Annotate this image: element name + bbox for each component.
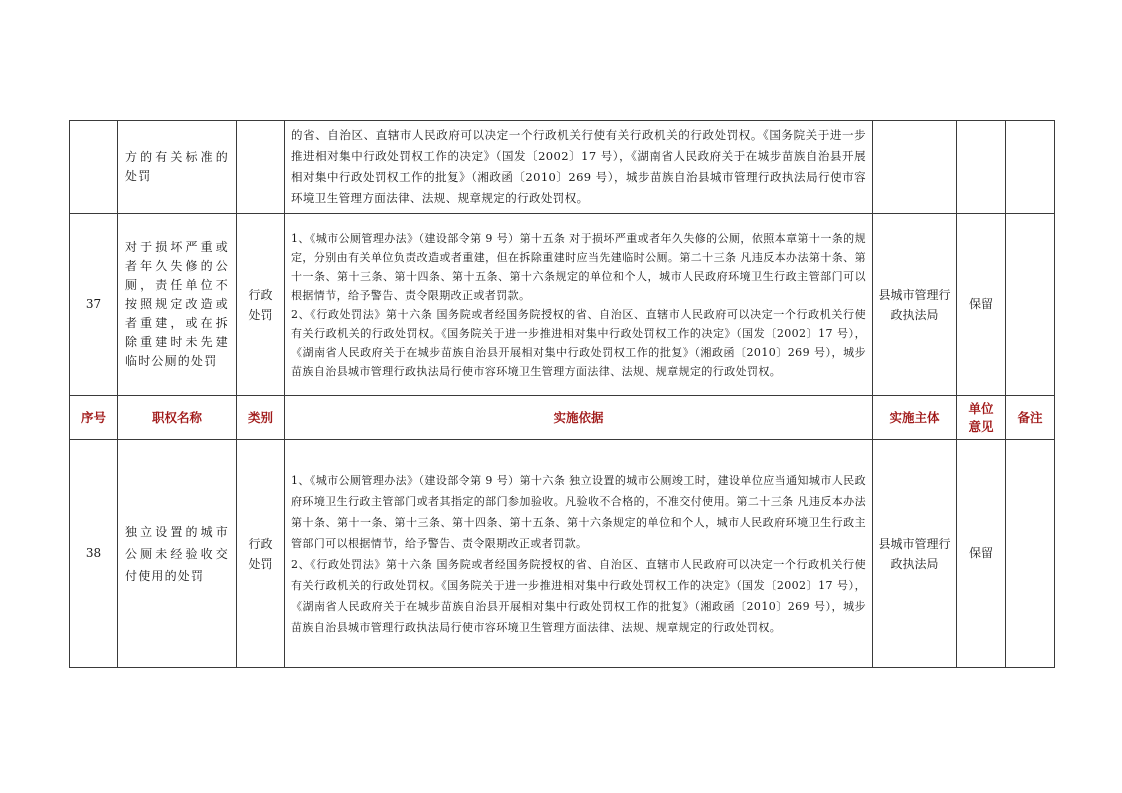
row-seq: 38 bbox=[70, 440, 118, 668]
row-note bbox=[1006, 440, 1055, 668]
row-category bbox=[237, 121, 285, 214]
row-basis: 的省、自治区、直辖市人民政府可以决定一个行政机关行使有关行政机关的行政处罚权。《国务院关于进一步推进相对集中行政处罚权工作的决定》（国发〔2002〕17 号），《湖南省人民政府关于在城步苗族自治县开展相对集中行政处罚权工作的批复》（湘政函〔2010〕269 号），城步苗族自治县城市管理行政执法局行使市容环境卫生管理方面法律、法规、规章规定的行政处罚权。 bbox=[285, 121, 873, 214]
row-opinion: 保留 bbox=[957, 440, 1006, 668]
row-body bbox=[873, 440, 957, 668]
header-category: 类别 bbox=[237, 396, 285, 440]
row-authority-name: 方的有关标准的处罚 bbox=[118, 121, 237, 214]
row-basis bbox=[285, 440, 873, 668]
header-body: 实施主体 bbox=[873, 396, 957, 440]
row-basis-item-1: 1、《城市公厕管理办法》（建设部令第 9 号）第十六条 独立设置的城市公厕竣工时，建设单位应当通知城市人民政府环境卫生行政主管部门或者其指定的部门参加验收。凡验收不合格的，不准交付使用。第二十三条 凡违反本办法第十条、第十一条、第十三条、第十四条、第十五条、第十六条规定的单位和个人，城市人民政府环境卫生行政主管部门可以根据情节，给予警告、责令限期改正或者罚款。 bbox=[291, 473, 866, 550]
row-seq bbox=[70, 121, 118, 214]
row-basis-item-2: 2、《行政处罚法》第十六条 国务院或者经国务院授权的省、自治区、直辖市人民政府可以决定一个行政机关行使有关行政机关的行政处罚权。《国务院关于进一步推进相对集中行政处罚权工作的决定》（国发〔2002〕17 号），《湖南省人民政府关于在城步苗族自治县开展相对集中行政处罚权工作的批复》（湘政函〔2010〕269 号），城步苗族自治县城市管理行政执法局行使市容环境卫生管理方面法律、法规、规章规定的行政处罚权。 bbox=[291, 307, 866, 378]
row-category bbox=[237, 214, 285, 396]
row-authority-name: 独立设置的城市公厕未经验收交付使用的处罚 bbox=[118, 440, 237, 668]
header-seq: 序号 bbox=[70, 396, 118, 440]
table-row bbox=[70, 440, 1055, 668]
row-body-text: 县城市管理行政执法局 bbox=[878, 536, 951, 571]
header-opinion bbox=[957, 396, 1006, 440]
header-note: 备注 bbox=[1006, 396, 1055, 440]
row-basis-item-2: 2、《行政处罚法》第十六条 国务院或者经国务院授权的省、自治区、直辖市人民政府可以决定一个行政机关行使有关行政机关的行政处罚权。《国务院关于进一步推进相对集中行政处罚权工作的决定》（国发〔2002〕17 号），《湖南省人民政府关于在城步苗族自治县开展相对集中行政处罚权工作的批复》（湘政函〔2010〕269 号），城步苗族自治县城市管理行政执法局行使市容环境卫生管理方面法律、法规、规章规定的行政处罚权。 bbox=[291, 557, 866, 634]
table-row bbox=[70, 121, 1055, 214]
row-note bbox=[1006, 121, 1055, 214]
row-category bbox=[237, 440, 285, 668]
table-header-row bbox=[70, 396, 1055, 440]
row-opinion: 保留 bbox=[957, 214, 1006, 396]
row-category-text: 行政处罚 bbox=[248, 287, 273, 322]
row-basis-item-1: 1、《城市公厕管理办法》（建设部令第 9 号）第十五条 对于损坏严重或者年久失修的公厕，依照本章第十一条的规定，分别由有关单位负责改造或者重建，但在拆除重建时应当先建临时公厕。第二十三条 凡违反本办法第十条、第十一条、第十三条、第十四条、第十五条、第十六条规定的单位和个人，城市人民政府环境卫生行政主管部门可以根据情节，给予警告、责令限期改正或者罚款。 bbox=[291, 231, 866, 302]
row-body-text: 县城市管理行政执法局 bbox=[878, 287, 951, 322]
header-opinion-text: 单位意见 bbox=[968, 400, 994, 434]
row-category-text: 行政处罚 bbox=[248, 536, 273, 571]
row-body bbox=[873, 121, 957, 214]
row-body bbox=[873, 214, 957, 396]
row-basis bbox=[285, 214, 873, 396]
header-name: 职权名称 bbox=[118, 396, 237, 440]
row-opinion bbox=[957, 121, 1006, 214]
header-basis: 实施依据 bbox=[285, 396, 873, 440]
table-row bbox=[70, 214, 1055, 396]
row-seq: 37 bbox=[70, 214, 118, 396]
row-authority-name: 对于损坏严重或者年久失修的公厕，责任单位不按照规定改造或者重建，或在拆除重建时未先建临时公厕的处罚 bbox=[118, 214, 237, 396]
row-note bbox=[1006, 214, 1055, 396]
authority-table bbox=[69, 120, 1055, 668]
